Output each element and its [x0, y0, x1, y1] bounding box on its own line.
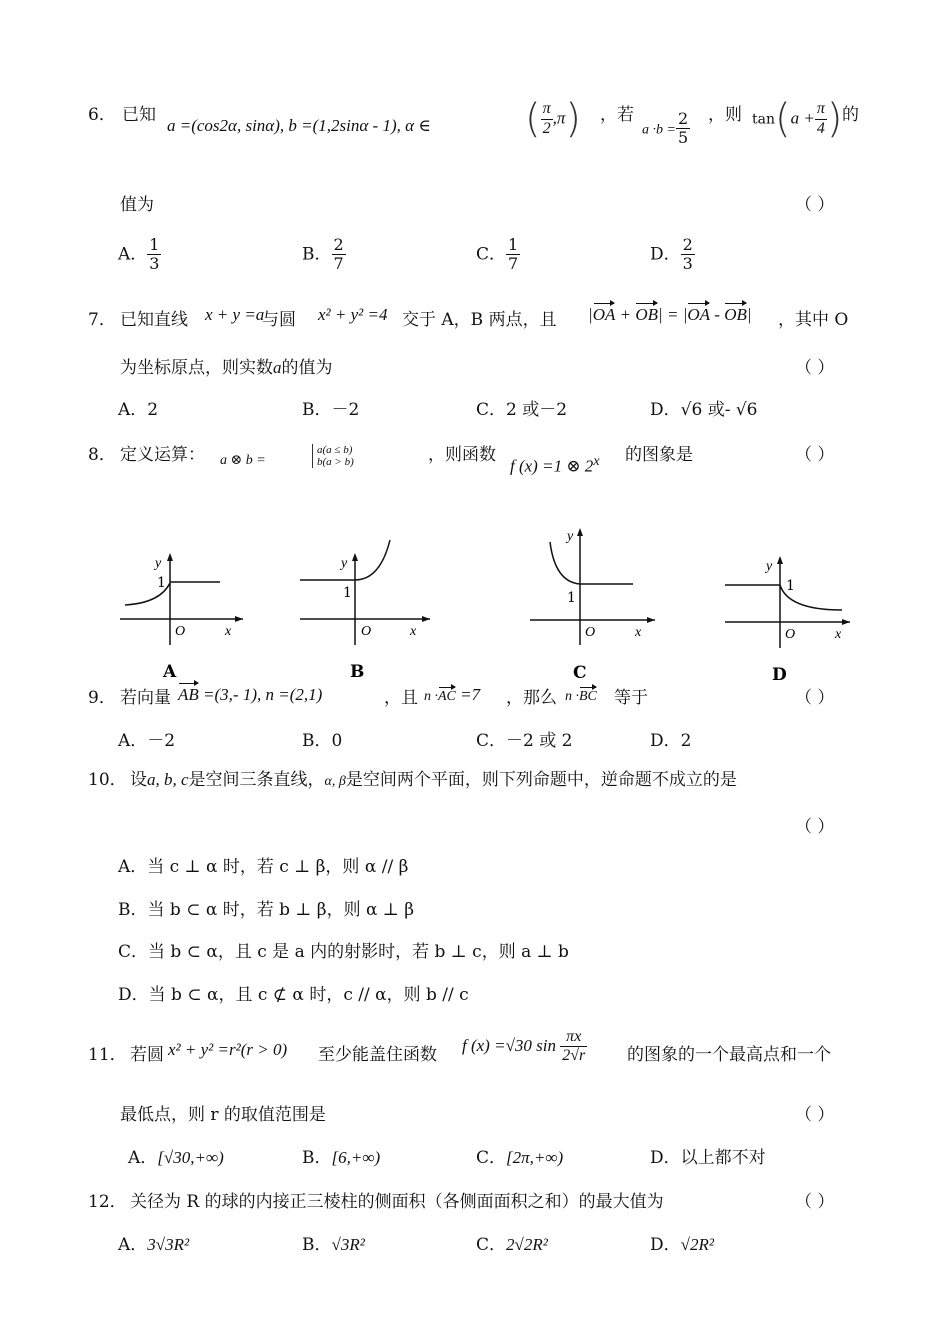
q11-answer-bracket: （ ）: [795, 1105, 835, 1125]
q7-where-o: ，其中 O: [778, 310, 849, 330]
graph-a[interactable]: [115, 545, 245, 685]
q9-qie: ，且: [384, 688, 418, 708]
option-text: 以上都不对: [680, 1148, 766, 1168]
q11-lead: 若圆: [130, 1045, 164, 1065]
option-label: C．: [476, 1235, 507, 1255]
q11-line2: 最低点，则 r 的取值范围是: [120, 1105, 326, 1125]
axis-y-label: y: [567, 529, 574, 544]
q9-n-dot-ac: n ·AC =7: [424, 685, 481, 704]
q6-ruo: ，若: [600, 105, 634, 125]
origin-label: O: [175, 624, 186, 639]
option-text: [√30,+∞): [157, 1148, 224, 1167]
q9-option-b[interactable]: [302, 726, 342, 751]
option-label: C．: [476, 244, 507, 265]
q9-lead: 若向量: [120, 688, 171, 708]
q11-circle: x² + y² =r²(r > 0): [168, 1040, 288, 1059]
origin-label: O: [585, 625, 596, 640]
option-label: C．: [476, 400, 507, 420]
option-label: D．: [650, 400, 681, 420]
q9-vector-ab: AB =(3,- 1), n =(2,1): [178, 685, 323, 704]
q8-graph-is: 的图象是: [625, 445, 693, 465]
q12-option-d[interactable]: [650, 1230, 714, 1255]
option-label: A．: [128, 1148, 158, 1168]
option-fraction: $\frac{2}{7}$: [333, 235, 344, 274]
q11-option-c[interactable]: [476, 1143, 563, 1168]
q7-intersect: 交于 A，B 两点，且: [402, 310, 557, 330]
q6-dot-product: a ·b = $\frac{2}{5}$: [642, 109, 689, 148]
option-text: 2: [680, 731, 692, 751]
q10-stem: 设a, b, c是空间三条直线，α, β是空间两个平面，则下列命题中，逆命题不成立的是: [130, 770, 737, 790]
option-fraction: $\frac{1}{7}$: [508, 235, 519, 274]
q6-option-d[interactable]: [650, 236, 695, 274]
q6-ze: ，则: [708, 105, 742, 125]
q7-option-b[interactable]: [302, 395, 359, 420]
axis-y-label: y: [155, 556, 162, 571]
axis-x-label: x: [635, 625, 642, 640]
q10-option-c[interactable]: [118, 937, 569, 962]
option-label: C．: [476, 731, 507, 751]
q8-cases: a(a ≤ b) b(a > b): [312, 444, 354, 468]
axis-x-label: x: [410, 624, 417, 639]
option-label: C．: [118, 942, 149, 962]
q7-line2: 为坐标原点，则实数a的值为: [120, 358, 333, 378]
q6-vector-expr: a =(cos2α, sinα), b =(1,2sinα - 1), α ∈: [167, 116, 431, 135]
q8-answer-bracket: （ ）: [795, 445, 835, 465]
q12-option-c[interactable]: [476, 1230, 548, 1255]
option-label: B．: [302, 1148, 332, 1168]
q7-line-eq: x + y =a: [205, 305, 265, 324]
q8-lead: 定义运算：: [120, 445, 205, 465]
vec-OA-2: OA: [687, 305, 711, 324]
q7-option-a[interactable]: [118, 395, 158, 420]
option-text: 0: [331, 731, 343, 751]
option-label: B．: [118, 900, 148, 920]
q10-answer-bracket: （ ）: [795, 817, 835, 837]
option-label: A．: [118, 857, 148, 877]
q12-option-b[interactable]: [302, 1230, 365, 1255]
q6-de: 的: [842, 105, 859, 125]
q7-answer-bracket: （ ）: [795, 358, 835, 378]
q6-option-c[interactable]: [476, 236, 520, 274]
option-label: B．: [302, 244, 332, 265]
q11-option-d[interactable]: [650, 1143, 766, 1168]
option-label: D．: [118, 985, 149, 1005]
option-text: [6,+∞): [331, 1148, 381, 1167]
q10-option-a[interactable]: [118, 852, 408, 877]
q12-number: 12．: [88, 1192, 127, 1212]
option-text: 当 b ⊂ α 时，若 b ⊥ β，则 α ⊥ β: [147, 900, 415, 920]
option-label: D．: [650, 731, 681, 751]
graph-c-letter: C: [573, 663, 587, 683]
q9-option-c[interactable]: [476, 726, 572, 751]
one-label: 1: [343, 585, 352, 601]
q7-option-d[interactable]: [650, 395, 758, 420]
q11-option-a[interactable]: [128, 1143, 224, 1168]
q7-number: 7．: [88, 310, 116, 330]
q12-option-a[interactable]: [118, 1230, 189, 1255]
q6-line2: 值为: [120, 195, 154, 215]
q9-then: ，那么: [506, 688, 557, 708]
q9-number: 9．: [88, 688, 116, 708]
q7-circle-eq: x² + y² =4: [318, 305, 388, 324]
q11-number: 11．: [88, 1045, 127, 1065]
q6-interval: ( $\frac{\pi}{2}$ ,π): [525, 96, 582, 142]
q6-option-b[interactable]: [302, 236, 346, 274]
origin-label: O: [361, 624, 372, 639]
q12-answer-bracket: （ ）: [795, 1192, 835, 1212]
option-text: －2: [147, 731, 176, 751]
axis-y-label: y: [341, 556, 348, 571]
q8-then-func: ，则函数: [428, 445, 496, 465]
option-text: 当 c ⊥ α 时，若 c ⊥ β，则 α // β: [147, 857, 409, 877]
q6-number: 6．: [88, 105, 116, 125]
option-label: B．: [302, 731, 332, 751]
q11-tail: 的图象的一个最高点和一个: [627, 1045, 831, 1065]
q7-yu: 与圆: [262, 310, 296, 330]
option-text: －2 或 2: [506, 731, 573, 751]
q9-answer-bracket: （ ）: [795, 688, 835, 708]
option-text: 2√2R²: [506, 1235, 548, 1254]
one-label: 1: [567, 590, 576, 606]
graph-d-letter: D: [772, 665, 787, 685]
one-label: 1: [786, 578, 795, 594]
option-text: 3√3R²: [147, 1235, 190, 1254]
option-text: 2 或－2: [506, 400, 568, 420]
option-label: A．: [118, 731, 148, 751]
axis-y-label: y: [766, 559, 773, 574]
option-label: D．: [650, 1148, 681, 1168]
q9-equals: 等于: [614, 688, 648, 708]
axis-x-label: x: [225, 624, 232, 639]
vec-OB: OB: [635, 305, 659, 324]
q10-option-b[interactable]: [118, 895, 414, 920]
q7-option-c[interactable]: [476, 395, 567, 420]
q6-lead: 已知: [122, 105, 156, 125]
option-label: A．: [118, 244, 148, 265]
option-text: 当 b ⊂ α，且 c 是 a 内的射影时，若 b ⊥ c，则 a ⊥ b: [148, 942, 569, 962]
axis-x-label: x: [835, 627, 842, 642]
option-text: √3R²: [331, 1235, 365, 1254]
q9-option-d[interactable]: [650, 726, 691, 751]
option-label: A．: [118, 1235, 148, 1255]
one-label: 1: [157, 575, 166, 591]
q10-number: 10．: [88, 770, 127, 790]
option-label: B．: [302, 1235, 332, 1255]
q8-number: 8．: [88, 445, 116, 465]
graph-a-letter: A: [163, 662, 177, 682]
option-fraction: $\frac{1}{3}$: [149, 235, 160, 274]
option-label: D．: [650, 244, 681, 265]
option-label: D．: [650, 1235, 681, 1255]
q6-answer-bracket: （ ）: [795, 195, 835, 215]
q11-option-b[interactable]: [302, 1143, 380, 1168]
option-label: C．: [476, 1148, 507, 1168]
q6-tan-expr: tan(a + $\frac{\pi}{4}$ ): [752, 96, 843, 142]
origin-label: O: [785, 627, 796, 642]
graph-d[interactable]: [720, 548, 855, 688]
q11-cover: 至少能盖住函数: [318, 1045, 437, 1065]
option-text: 2: [147, 400, 159, 420]
option-text: 当 b ⊂ α，且 c ⊄ α 时，c // α，则 b // c: [148, 985, 469, 1005]
q8-function: f (x) =1 ⊗ 2$^x$: [510, 454, 600, 476]
q12-stem: 关径为 R 的球的内接正三棱柱的侧面积（各侧面面积之和）的最大值为: [130, 1192, 664, 1212]
q9-option-a[interactable]: [118, 726, 175, 751]
vec-OA: OA: [592, 305, 616, 324]
option-label: B．: [302, 400, 332, 420]
q10-option-d[interactable]: [118, 980, 469, 1005]
q6-option-a[interactable]: [118, 236, 161, 274]
vec-OB-2: OB: [724, 305, 747, 324]
q7-vector-eq: |OA + OB| = |OA - OB|: [588, 305, 752, 324]
option-text: √2R²: [680, 1235, 714, 1254]
option-text: √6 或- √6: [680, 400, 758, 420]
graph-c[interactable]: [525, 520, 660, 685]
q8-operator: a ⊗ b =: [220, 453, 266, 468]
q9-n-dot-bc: n ·BC: [565, 689, 597, 704]
q7-lead: 已知直线: [120, 310, 188, 330]
option-label: A．: [118, 400, 148, 420]
q11-function: f (x) =√30 sin $\frac{\pi x}{2√r}$: [462, 1028, 586, 1065]
graph-b[interactable]: [295, 535, 435, 685]
option-text: [2π,+∞): [506, 1148, 564, 1167]
option-text: －2: [331, 400, 360, 420]
option-fraction: $\frac{2}{3}$: [682, 235, 693, 274]
graph-b-letter: B: [350, 662, 365, 682]
